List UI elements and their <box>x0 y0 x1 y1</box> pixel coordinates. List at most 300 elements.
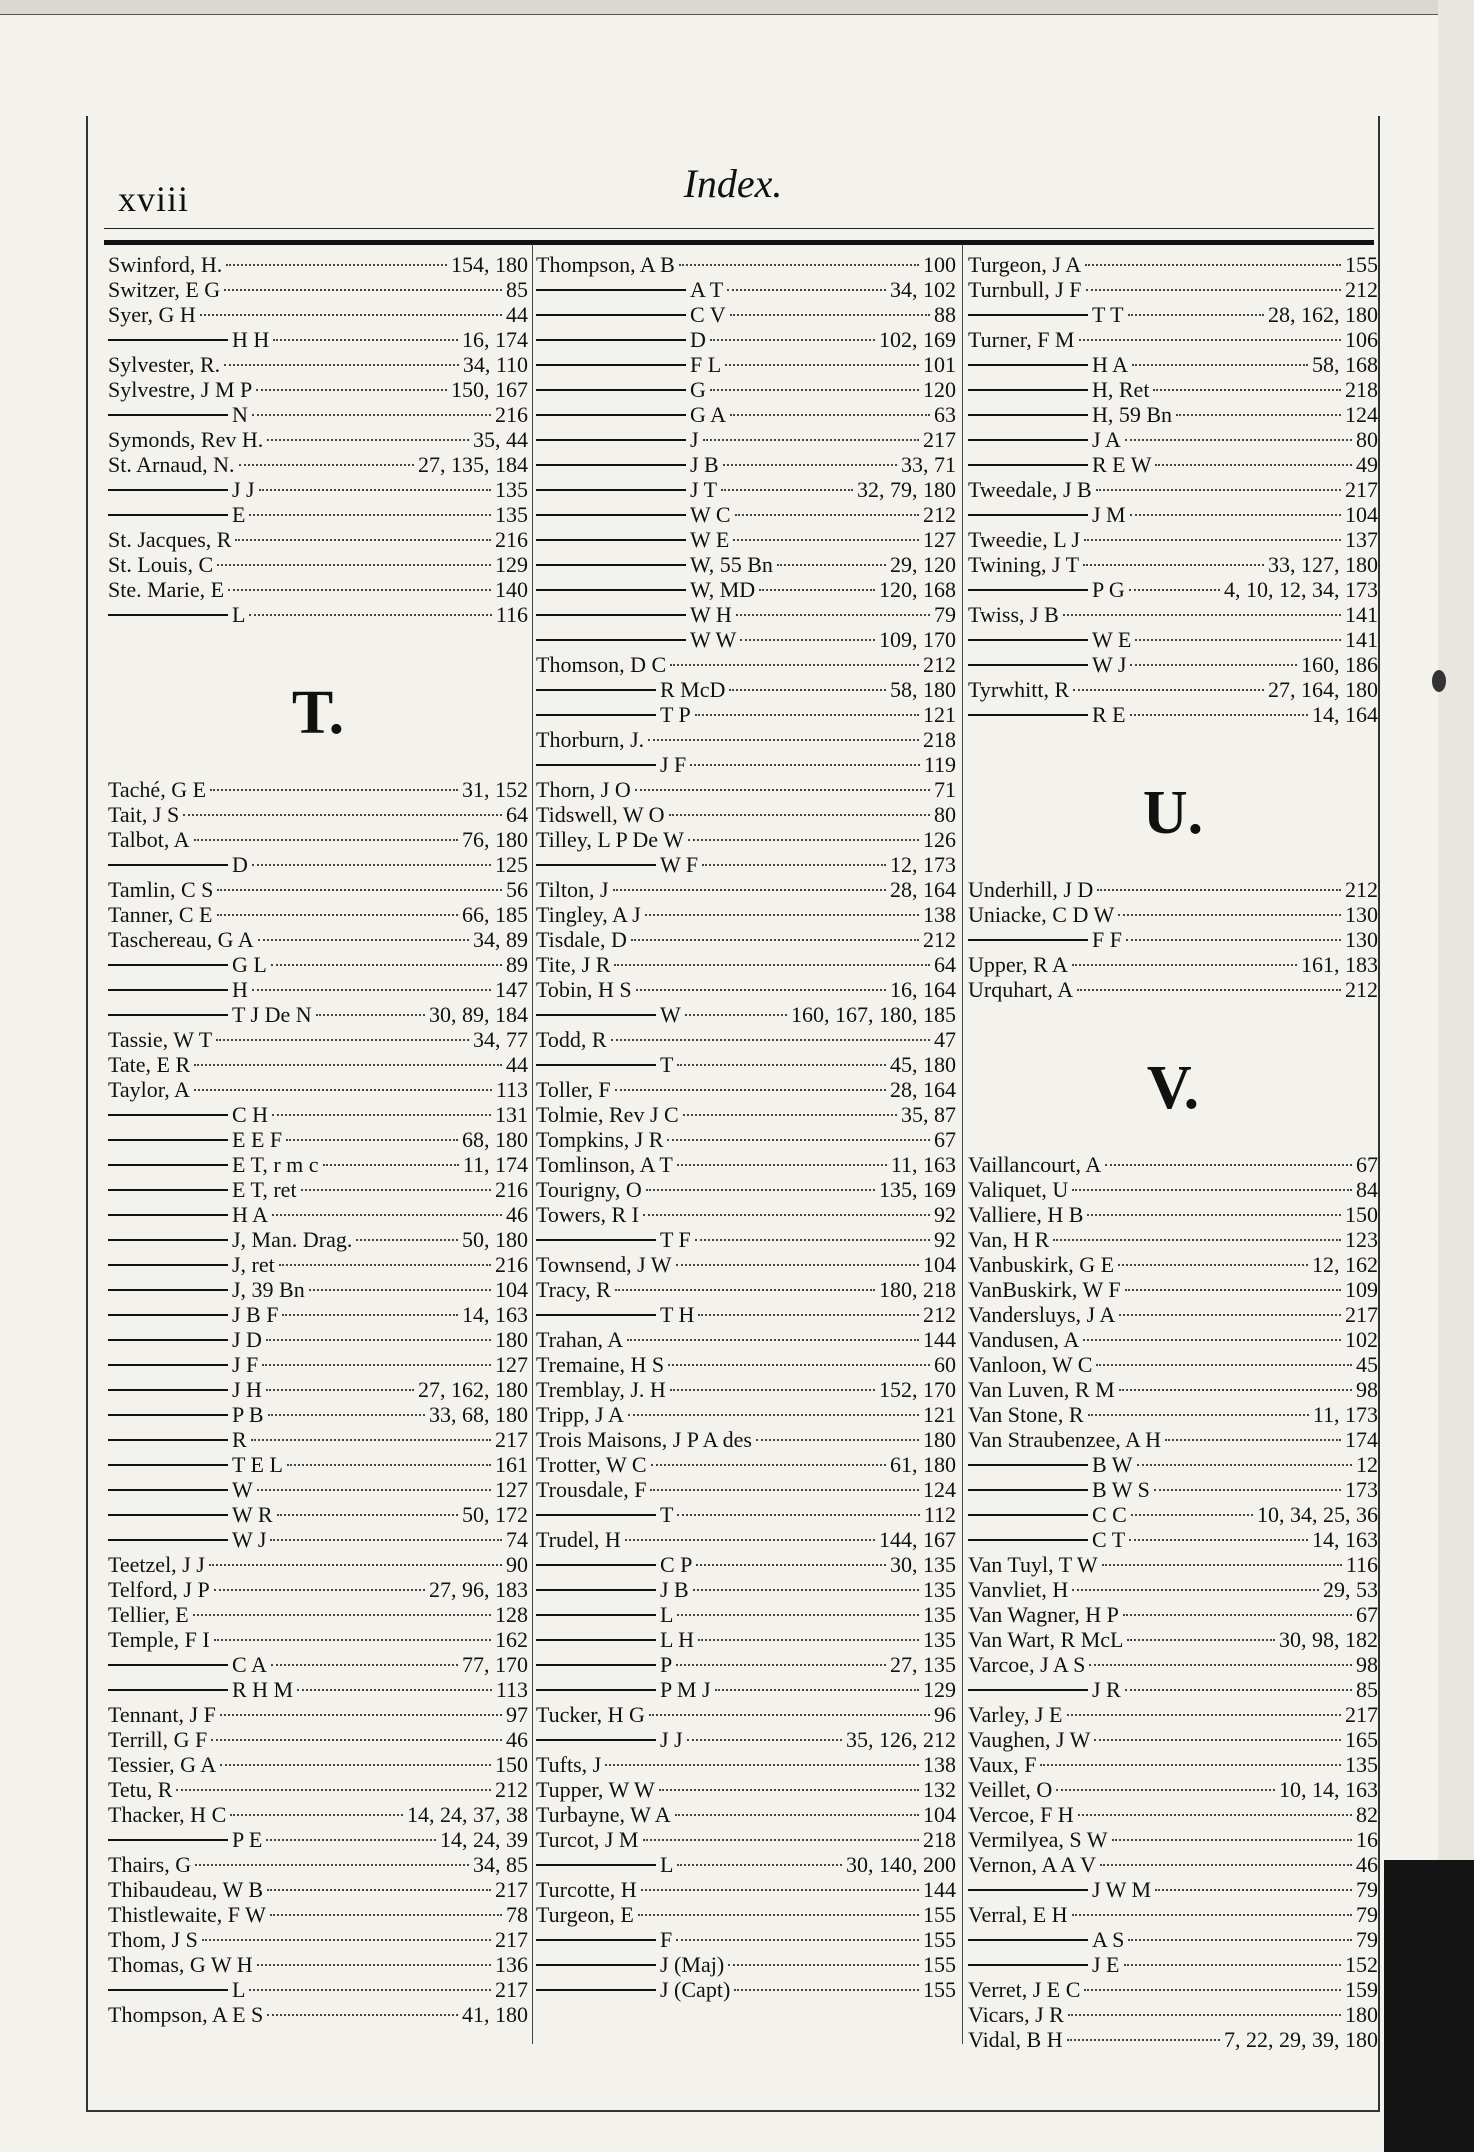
index-entry <box>968 1577 1378 1602</box>
entry-pages: 116 <box>495 602 528 627</box>
index-entry <box>108 527 528 552</box>
entry-name: F <box>660 1927 673 1952</box>
entry-pages: 216 <box>495 402 528 427</box>
leader-dots <box>715 1689 919 1691</box>
leader-dots <box>217 889 502 891</box>
leader-dots <box>220 1764 491 1766</box>
index-entry <box>968 602 1378 627</box>
entry-name: Townsend, J W <box>536 1252 672 1277</box>
index-entry <box>968 677 1378 702</box>
leader-dots <box>1072 1189 1352 1191</box>
leader-dots <box>256 389 447 391</box>
leader-dots <box>676 1939 919 1941</box>
entry-pages: 109, 170 <box>879 627 956 652</box>
index-entry <box>968 977 1378 1002</box>
leader-dots <box>1068 2014 1341 2016</box>
entry-pages: 67 <box>1356 1152 1378 1177</box>
index-entry <box>968 1927 1378 1952</box>
entry-pages: 104 <box>923 1252 956 1277</box>
index-entry <box>108 577 528 602</box>
leader-dots <box>670 1389 875 1391</box>
entry-pages: 119 <box>923 752 956 777</box>
index-entry <box>968 427 1378 452</box>
ditto-dash <box>536 489 686 491</box>
index-entry <box>536 1702 956 1727</box>
ditto-dash <box>536 589 686 591</box>
leader-dots <box>676 1664 886 1666</box>
entry-name: Vanloon, W C <box>968 1352 1093 1377</box>
entry-name: L <box>660 1852 674 1877</box>
entry-name: P <box>660 1652 673 1677</box>
index-entry <box>108 452 528 477</box>
entry-pages: 34, 89 <box>473 927 528 952</box>
entry-pages: 78 <box>506 1902 528 1927</box>
entry-pages: 159 <box>1345 1977 1378 2002</box>
entry-pages: 113 <box>495 1677 528 1702</box>
entry-pages: 46 <box>506 1727 528 1752</box>
column-divider <box>962 244 963 2044</box>
index-entry <box>536 1902 956 1927</box>
entry-name: E T, r m c <box>232 1152 319 1177</box>
leader-dots <box>676 1264 919 1266</box>
ditto-dash <box>108 1689 228 1691</box>
entry-pages: 35, 87 <box>901 1102 956 1127</box>
entry-pages: 138 <box>923 902 956 927</box>
leader-dots <box>301 1189 491 1191</box>
leader-dots <box>270 1914 502 1916</box>
entry-pages: 34, 110 <box>462 352 528 377</box>
leader-dots <box>695 1239 930 1241</box>
index-entry <box>968 377 1378 402</box>
index-entry <box>108 402 528 427</box>
leader-dots <box>220 1714 502 1716</box>
index-entry <box>536 1402 956 1427</box>
entry-pages: 135 <box>923 1602 956 1627</box>
index-entry <box>968 402 1378 427</box>
entry-name: H, 59 Bn <box>1092 402 1173 427</box>
entry-name: Van, H R <box>968 1227 1050 1252</box>
entry-name: Teetzel, J J <box>108 1552 205 1577</box>
entry-pages: 120, 168 <box>879 577 956 602</box>
entry-name: N <box>232 402 248 427</box>
entry-name: J B F <box>232 1302 279 1327</box>
entry-name: Trudel, H <box>536 1527 621 1552</box>
leader-dots <box>756 1439 919 1441</box>
entry-pages: 14, 24, 39 <box>440 1827 528 1852</box>
entry-pages: 127 <box>495 1352 528 1377</box>
entry-name: Urquhart, A <box>968 977 1074 1002</box>
entry-name: C A <box>232 1652 267 1677</box>
ditto-dash <box>536 1689 656 1691</box>
entry-pages: 180, 218 <box>879 1277 956 1302</box>
index-entry <box>536 1852 956 1877</box>
index-entry <box>968 1852 1378 1877</box>
entry-name: Sylvester, R. <box>108 352 221 377</box>
index-entry <box>108 277 528 302</box>
index-entry <box>108 777 528 802</box>
entry-name: Ste. Marie, E <box>108 577 225 602</box>
entry-pages: 90 <box>506 1552 528 1577</box>
leader-dots <box>740 639 875 641</box>
section-gap <box>968 1002 1378 1024</box>
index-entry <box>108 1352 528 1377</box>
leader-dots <box>631 939 919 941</box>
leader-dots <box>670 664 919 666</box>
index-column-2 <box>536 252 956 2002</box>
entry-name: J <box>690 427 699 452</box>
entry-name: Van Luven, R M <box>968 1377 1115 1402</box>
leader-dots <box>1097 889 1341 891</box>
entry-name: Terrill, G F <box>108 1727 208 1752</box>
leader-dots <box>702 864 886 866</box>
leader-dots <box>316 1014 425 1016</box>
entry-pages: 116 <box>1345 1552 1378 1577</box>
index-entry <box>536 1752 956 1777</box>
ditto-dash <box>536 1514 656 1516</box>
leader-dots <box>679 264 919 266</box>
entry-pages: 33, 127, 180 <box>1268 552 1378 577</box>
leader-dots <box>1135 639 1341 641</box>
index-entry <box>536 1427 956 1452</box>
entry-pages: 10, 14, 163 <box>1279 1777 1378 1802</box>
index-entry <box>968 1727 1378 1752</box>
entry-pages: 71 <box>934 777 956 802</box>
index-entry <box>536 427 956 452</box>
entry-pages: 144, 167 <box>879 1527 956 1552</box>
entry-name: Verret, J E C <box>968 1977 1081 2002</box>
entry-pages: 100 <box>923 252 956 277</box>
entry-pages: 67 <box>934 1127 956 1152</box>
entry-pages: 130 <box>1345 902 1378 927</box>
entry-name: J (Capt) <box>660 1977 731 2002</box>
entry-name: St. Jacques, R <box>108 527 232 552</box>
index-entry <box>108 827 528 852</box>
entry-name: VanBuskirk, W F <box>968 1277 1121 1302</box>
entry-pages: 104 <box>495 1277 528 1302</box>
entry-name: Symonds, Rev H. <box>108 427 264 452</box>
entry-name: Twiss, J B <box>968 602 1059 627</box>
entry-pages: 130 <box>1345 927 1378 952</box>
entry-name: H, Ret <box>1092 377 1150 402</box>
leader-dots <box>721 489 853 491</box>
entry-name: Tellier, E <box>108 1602 189 1627</box>
leader-dots <box>611 1039 930 1041</box>
entry-name: T T <box>1092 302 1124 327</box>
entry-name: G L <box>232 952 267 977</box>
entry-name: C C <box>1092 1502 1127 1527</box>
entry-name: Turnbull, J F <box>968 277 1082 302</box>
index-entry <box>536 1652 956 1677</box>
entry-pages: 46 <box>1356 1852 1378 1877</box>
entry-pages: 12, 162 <box>1312 1252 1378 1277</box>
entry-name: H H <box>232 327 270 352</box>
entry-name: J B <box>660 1577 689 1602</box>
entry-pages: 32, 79, 180 <box>857 477 956 502</box>
ditto-dash <box>968 1539 1088 1541</box>
entry-pages: 150 <box>495 1752 528 1777</box>
index-entry <box>108 1752 528 1777</box>
index-entry <box>108 1027 528 1052</box>
entry-name: P M J <box>660 1677 711 1702</box>
leader-dots <box>1085 264 1341 266</box>
index-entry <box>536 677 956 702</box>
index-entry <box>968 1702 1378 1727</box>
entry-pages: 144 <box>923 1877 956 1902</box>
entry-pages: 14, 163 <box>1312 1527 1378 1552</box>
index-entry <box>536 452 956 477</box>
leader-dots <box>646 1189 875 1191</box>
index-entry <box>968 1677 1378 1702</box>
entry-name: Tilton, J <box>536 877 609 902</box>
entry-pages: 155 <box>923 1977 956 2002</box>
index-entry <box>108 1277 528 1302</box>
entry-pages: 27, 162, 180 <box>418 1377 528 1402</box>
entry-pages: 155 <box>1345 252 1378 277</box>
entry-name: Tweedie, L J <box>968 527 1080 552</box>
entry-name: J J <box>660 1727 683 1752</box>
ditto-dash <box>108 1414 228 1416</box>
leader-dots <box>1125 439 1352 441</box>
entry-pages: 155 <box>923 1952 956 1977</box>
index-entry <box>108 802 528 827</box>
leader-dots <box>287 1464 491 1466</box>
leader-dots <box>271 1664 458 1666</box>
index-entry <box>536 1202 956 1227</box>
leader-dots <box>202 1939 491 1941</box>
ditto-dash <box>108 1239 228 1241</box>
entry-pages: 4, 10, 12, 34, 173 <box>1224 577 1378 602</box>
running-title: Index. <box>683 161 783 206</box>
entry-pages: 123 <box>1345 1227 1378 1252</box>
leader-dots <box>736 614 930 616</box>
index-entry <box>536 1152 956 1177</box>
entry-name: J A <box>1092 427 1121 452</box>
entry-name: Vaux, F <box>968 1752 1037 1777</box>
leader-dots <box>638 1914 919 1916</box>
index-entry <box>968 1252 1378 1277</box>
index-entry <box>536 1602 956 1627</box>
header-rule-thin <box>104 228 1374 229</box>
leader-dots <box>1165 1439 1341 1441</box>
index-entry <box>108 1227 528 1252</box>
entry-name: W, 55 Bn <box>690 552 773 577</box>
ditto-dash <box>536 1639 656 1641</box>
entry-pages: 28, 162, 180 <box>1268 302 1378 327</box>
entry-name: J F <box>232 1352 259 1377</box>
entry-name: J F <box>660 752 687 777</box>
index-entry <box>968 1652 1378 1677</box>
entry-pages: 212 <box>495 1777 528 1802</box>
leader-dots <box>200 314 502 316</box>
entry-name: Tait, J S <box>108 802 180 827</box>
entry-pages: 217 <box>923 427 956 452</box>
entry-name: P E <box>232 1827 263 1852</box>
page-top-edge <box>0 0 1474 15</box>
entry-pages: 63 <box>934 402 956 427</box>
entry-name: St. Arnaud, N. <box>108 452 235 477</box>
index-entry <box>968 277 1378 302</box>
leader-dots <box>279 1264 491 1266</box>
entry-name: Todd, R <box>536 1027 607 1052</box>
leader-dots <box>224 364 459 366</box>
leader-dots <box>651 1464 886 1466</box>
entry-name: Temple, F I <box>108 1627 210 1652</box>
leader-dots <box>614 964 930 966</box>
index-entry <box>108 1152 528 1177</box>
leader-dots <box>687 1739 842 1741</box>
ditto-dash <box>968 714 1088 716</box>
entry-pages: 154, 180 <box>451 252 528 277</box>
leader-dots <box>1131 1514 1253 1516</box>
index-entry <box>108 1877 528 1902</box>
index-entry <box>968 877 1378 902</box>
index-entry <box>536 1952 956 1977</box>
ditto-dash <box>108 1989 228 1991</box>
entry-pages: 131 <box>495 1102 528 1127</box>
index-entry <box>536 477 956 502</box>
leader-dots <box>235 539 491 541</box>
leader-dots <box>734 1989 919 1991</box>
entry-name: W F <box>660 852 699 877</box>
index-entry <box>108 602 528 627</box>
entry-name: Tompkins, J R <box>536 1127 664 1152</box>
leader-dots <box>239 464 415 466</box>
leader-dots <box>1123 1614 1352 1616</box>
leader-dots <box>625 1539 875 1541</box>
entry-pages: 124 <box>1345 402 1378 427</box>
ink-blot <box>1432 670 1446 692</box>
leader-dots <box>696 1564 886 1566</box>
leader-dots <box>1083 564 1264 566</box>
leader-dots <box>1087 1214 1341 1216</box>
entry-name: A T <box>690 277 724 302</box>
entry-pages: 180 <box>495 1327 528 1352</box>
ditto-dash <box>108 1114 228 1116</box>
ditto-dash <box>536 539 686 541</box>
index-entry <box>968 702 1378 727</box>
entry-name: Tidswell, W O <box>536 802 665 827</box>
index-entry <box>536 252 956 277</box>
entry-pages: 97 <box>506 1702 528 1727</box>
leader-dots <box>730 414 930 416</box>
index-entry <box>536 1277 956 1302</box>
entry-name: R E <box>1092 702 1126 727</box>
leader-dots <box>667 1139 930 1141</box>
leader-dots <box>273 339 458 341</box>
leader-dots <box>1067 2039 1220 2041</box>
entry-name: Taschereau, G A <box>108 927 254 952</box>
entry-name: P B <box>232 1402 264 1427</box>
ditto-dash <box>968 314 1088 316</box>
entry-pages: 31, 152 <box>462 777 528 802</box>
entry-pages: 29, 120 <box>890 552 956 577</box>
ditto-dash <box>108 489 228 491</box>
ditto-dash <box>536 339 686 341</box>
index-entry <box>968 2002 1378 2027</box>
entry-pages: 161, 183 <box>1301 952 1378 977</box>
entry-name: G <box>690 377 706 402</box>
index-entry <box>968 527 1378 552</box>
leader-dots <box>1126 939 1341 941</box>
leader-dots <box>727 289 886 291</box>
entry-name: Vidal, B H <box>968 2027 1063 2052</box>
index-entry <box>536 377 956 402</box>
entry-pages: 96 <box>934 1702 956 1727</box>
index-entry <box>968 652 1378 677</box>
entry-name: Tyrwhitt, R <box>968 677 1070 702</box>
entry-name: Trois Maisons, J P A des <box>536 1427 752 1452</box>
entry-name: Veillet, O <box>968 1777 1053 1802</box>
entry-name: Tremblay, J. H <box>536 1377 666 1402</box>
entry-pages: 218 <box>1345 377 1378 402</box>
ditto-dash <box>536 1064 656 1066</box>
entry-pages: 216 <box>495 1177 528 1202</box>
entry-name: Valiquet, U <box>968 1177 1069 1202</box>
entry-name: Vanvliet, H <box>968 1577 1069 1602</box>
leader-dots <box>1119 1314 1341 1316</box>
leader-dots <box>677 1064 886 1066</box>
entry-name: J J <box>232 477 255 502</box>
ditto-dash <box>536 1589 656 1591</box>
entry-name: Tetu, R <box>108 1777 173 1802</box>
entry-name: Towers, R I <box>536 1202 639 1227</box>
entry-pages: 45, 180 <box>890 1052 956 1077</box>
entry-pages: 27, 135, 184 <box>418 452 528 477</box>
entry-name: Van Stone, R <box>968 1402 1084 1427</box>
index-entry <box>536 502 956 527</box>
index-entry <box>108 2002 528 2027</box>
entry-name: J, ret <box>232 1252 275 1277</box>
leader-dots <box>194 1089 492 1091</box>
ditto-dash <box>968 589 1088 591</box>
leader-dots <box>613 889 886 891</box>
entry-name: J, 39 Bn <box>232 1277 305 1302</box>
entry-pages: 77, 170 <box>462 1652 528 1677</box>
index-entry <box>536 1802 956 1827</box>
entry-name: L <box>232 602 246 627</box>
entry-name: Thacker, H C <box>108 1802 227 1827</box>
ditto-dash <box>968 514 1088 516</box>
ditto-dash <box>536 1939 656 1941</box>
leader-dots <box>703 439 919 441</box>
index-entry <box>536 952 956 977</box>
leader-dots <box>669 814 930 816</box>
entry-pages: 102, 169 <box>879 327 956 352</box>
ditto-dash <box>536 439 686 441</box>
index-entry <box>108 852 528 877</box>
index-column-3 <box>968 252 1378 2052</box>
entry-pages: 98 <box>1356 1377 1378 1402</box>
entry-pages: 141 <box>1345 602 1378 627</box>
entry-name: Varley, J E <box>968 1702 1063 1727</box>
entry-pages: 160, 186 <box>1301 652 1378 677</box>
entry-name: Vaillancourt, A <box>968 1152 1102 1177</box>
leader-dots <box>1119 1389 1352 1391</box>
leader-dots <box>615 1089 886 1091</box>
entry-name: Tufts, J <box>536 1752 602 1777</box>
entry-pages: 46 <box>506 1202 528 1227</box>
entry-name: H A <box>1092 352 1129 377</box>
index-entry <box>536 1452 956 1477</box>
leader-dots <box>650 1489 919 1491</box>
entry-name: W J <box>232 1527 267 1552</box>
entry-name: P G <box>1092 577 1125 602</box>
entry-name: J R <box>1092 1677 1121 1702</box>
ditto-dash <box>968 389 1088 391</box>
entry-name: Tennant, J F <box>108 1702 216 1727</box>
leader-dots <box>267 1889 491 1891</box>
index-entry <box>108 1952 528 1977</box>
